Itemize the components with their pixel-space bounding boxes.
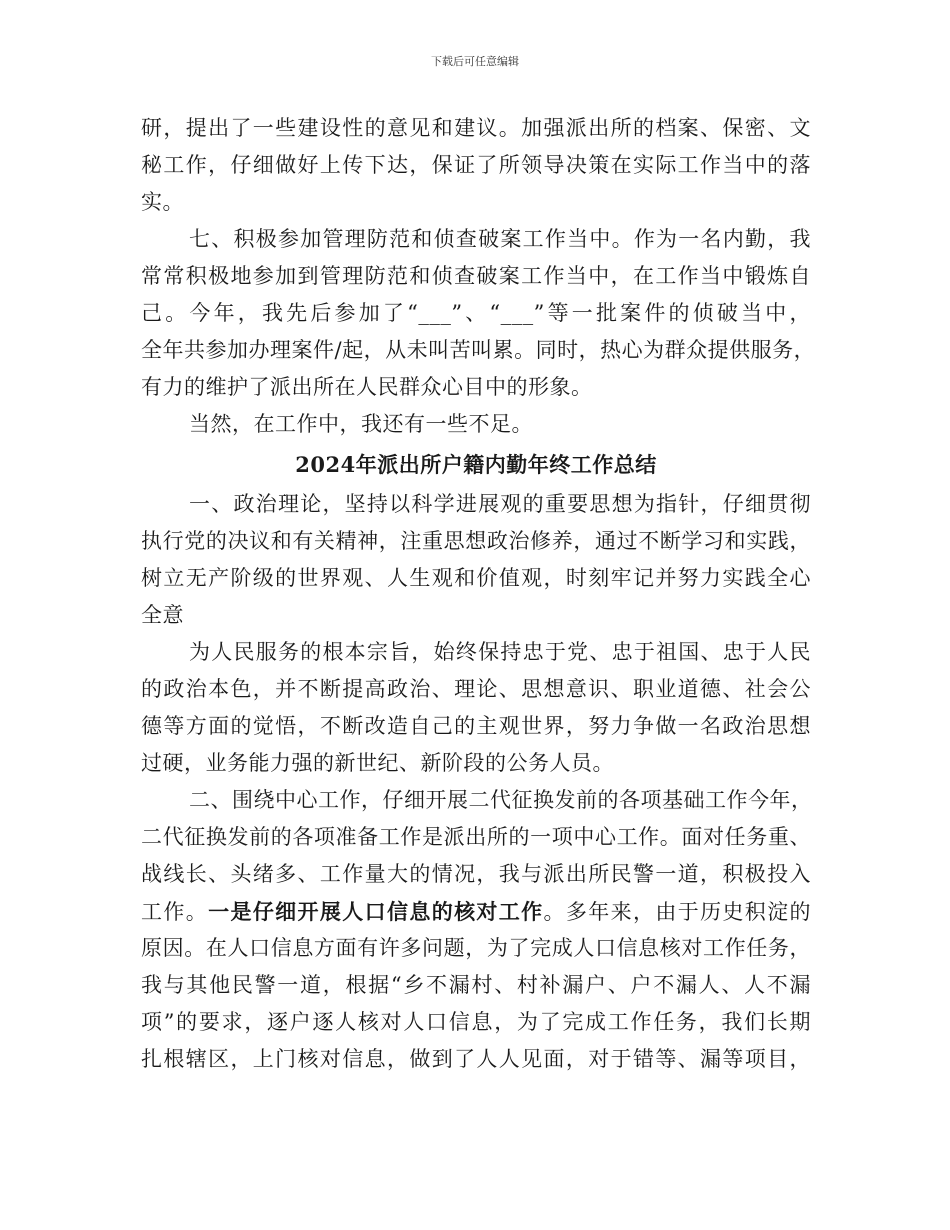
body-line: 德等方面的觉悟，不断改造自己的主观世界，努力争做一名政治思想 (141, 714, 811, 738)
mixed-line-post: 。多年来，由于历史积淀的 (543, 900, 812, 924)
body-line: 过硬，业务能力强的新世纪、新阶段的公务人员。 (141, 751, 614, 775)
body-line: 树立无产阶级的世界观、人生观和价值观，时刻牢记并努力实践全心 (141, 566, 811, 590)
body-line: 我与其他民警一道，根据“乡不漏村、村补漏户、户不漏人、人不漏 (141, 973, 811, 997)
body-line: 己。今年，我先后参加了“___”、“___”等一批案件的侦破当中， (141, 301, 811, 325)
mixed-line-pre: 工作。 (141, 900, 209, 924)
body-line-mixed (141, 893, 811, 930)
body-line: 研，提出了一些建设性的意见和建议。加强派出所的档案、保密、文 (141, 116, 811, 140)
body-line: 的政治本色，并不断提高政治、理论、思想意识、职业道德、社会公 (141, 677, 811, 701)
body-line: 执行党的决议和有关精神，注重思想政治修养，通过不断学习和实践， (141, 529, 811, 553)
body-line: 七、积极参加管理防范和侦查破案工作当中。作为一名内勤，我 (189, 227, 811, 251)
body-line: 二、围绕中心工作，仔细开展二代征换发前的各项基础工作今年， (189, 788, 813, 812)
body-line: 战线长、头绪多、工作量大的情况，我与派出所民警一道，积极投入 (141, 862, 811, 886)
body-line: 扎根辖区，上门核对信息，做到了人人见面，对于错等、漏等项目， (141, 1047, 811, 1071)
body-line: 常常积极地参加到管理防范和侦查破案工作当中，在工作当中锻炼自 (141, 264, 811, 288)
bold-emphasis: 一是仔细开展人口信息的核对工作 (208, 899, 544, 924)
body-line: 当然，在工作中，我还有一些不足。 (189, 412, 533, 436)
body-line: 有力的维护了派出所在人民群众心目中的形象。 (141, 375, 593, 399)
body-line: 项”的要求，逐户逐人核对人口信息，为了完成工作任务，我们长期 (141, 1010, 811, 1034)
body-line: 二代征换发前的各项准备工作是派出所的一项中心工作。面对任务重、 (141, 825, 811, 849)
body-line: 全意 (141, 603, 184, 627)
body-line: 全年共参加办理案件/起，从未叫苦叫累。同时，热心为群众提供服务， (141, 338, 816, 362)
body-line: 原因。在人口信息方面有许多问题，为了完成人口信息核对工作任务， (141, 936, 811, 960)
section-title: 2024年派出所户籍内勤年终工作总结 (295, 452, 657, 477)
body-line: 实。 (141, 190, 184, 214)
page-header: 下载后可任意编辑 (431, 55, 519, 68)
body-line: 秘工作，仔细做好上传下达，保证了所领导决策在实际工作当中的落 (141, 153, 811, 177)
body-line: 一、政治理论，坚持以科学进展观的重要思想为指针，仔细贯彻 (189, 492, 811, 516)
body-line: 为人民服务的根本宗旨，始终保持忠于党、忠于祖国、忠于人民 (189, 640, 811, 664)
document-body (141, 110, 816, 1078)
